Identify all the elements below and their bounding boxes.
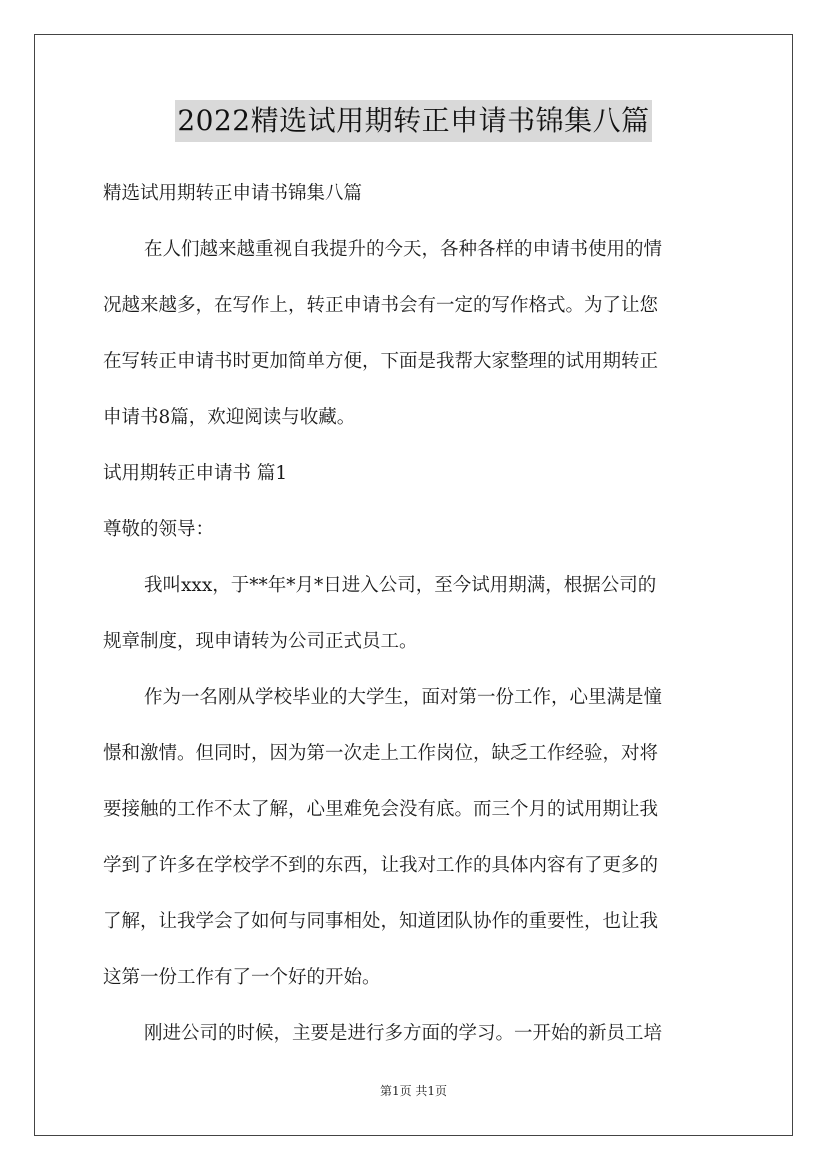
- para2-line-1: 作为一名刚从学校毕业的大学生，面对第一份工作，心里满是憧: [144, 687, 663, 708]
- para3-line-1: 刚进公司的时候，主要是进行多方面的学习。一开始的新员工培: [144, 1023, 663, 1044]
- para2-line-2: 憬和激情。但同时，因为第一次走上工作岗位，缺乏工作经验，对将: [103, 743, 659, 764]
- document-body: [103, 166, 725, 1062]
- intro-line-4: 申请书8篇，欢迎阅读与收藏。: [103, 407, 356, 428]
- intro-line-1: 在人们越来越重视自我提升的今天，各种各样的申请书使用的情: [144, 239, 663, 260]
- para2-line-4: 学到了许多在学校学不到的东西，让我对工作的具体内容有了更多的: [103, 855, 659, 876]
- title-container: [0, 100, 827, 142]
- para2-line-6: 这第一份工作有了一个好的开始。: [103, 967, 381, 988]
- section-heading: 试用期转正申请书 篇1: [103, 463, 288, 484]
- intro-line-3: 在写转正申请书时更加简单方便，下面是我帮大家整理的试用期转正: [103, 351, 659, 372]
- subtitle: 精选试用期转正申请书锦集八篇: [103, 183, 363, 204]
- para1-line-1: 我叫xxx，于**年*月*日进入公司，至今试用期满，根据公司的: [144, 575, 657, 596]
- para2-line-5: 了解，让我学会了如何与同事相处，知道团队协作的重要性，也让我: [103, 911, 659, 932]
- intro-line-2: 况越来越多，在写作上，转正申请书会有一定的写作格式。为了让您: [103, 295, 659, 316]
- para1-line-2: 规章制度，现申请转为公司正式员工。: [103, 631, 418, 652]
- document-title: 2022精选试用期转正申请书锦集八篇: [175, 100, 651, 142]
- para2-line-3: 要接触的工作不太了解，心里难免会没有底。而三个月的试用期让我: [103, 799, 659, 820]
- page-footer: 第1页 共1页: [379, 1084, 448, 1098]
- salutation: 尊敬的领导：: [103, 519, 215, 540]
